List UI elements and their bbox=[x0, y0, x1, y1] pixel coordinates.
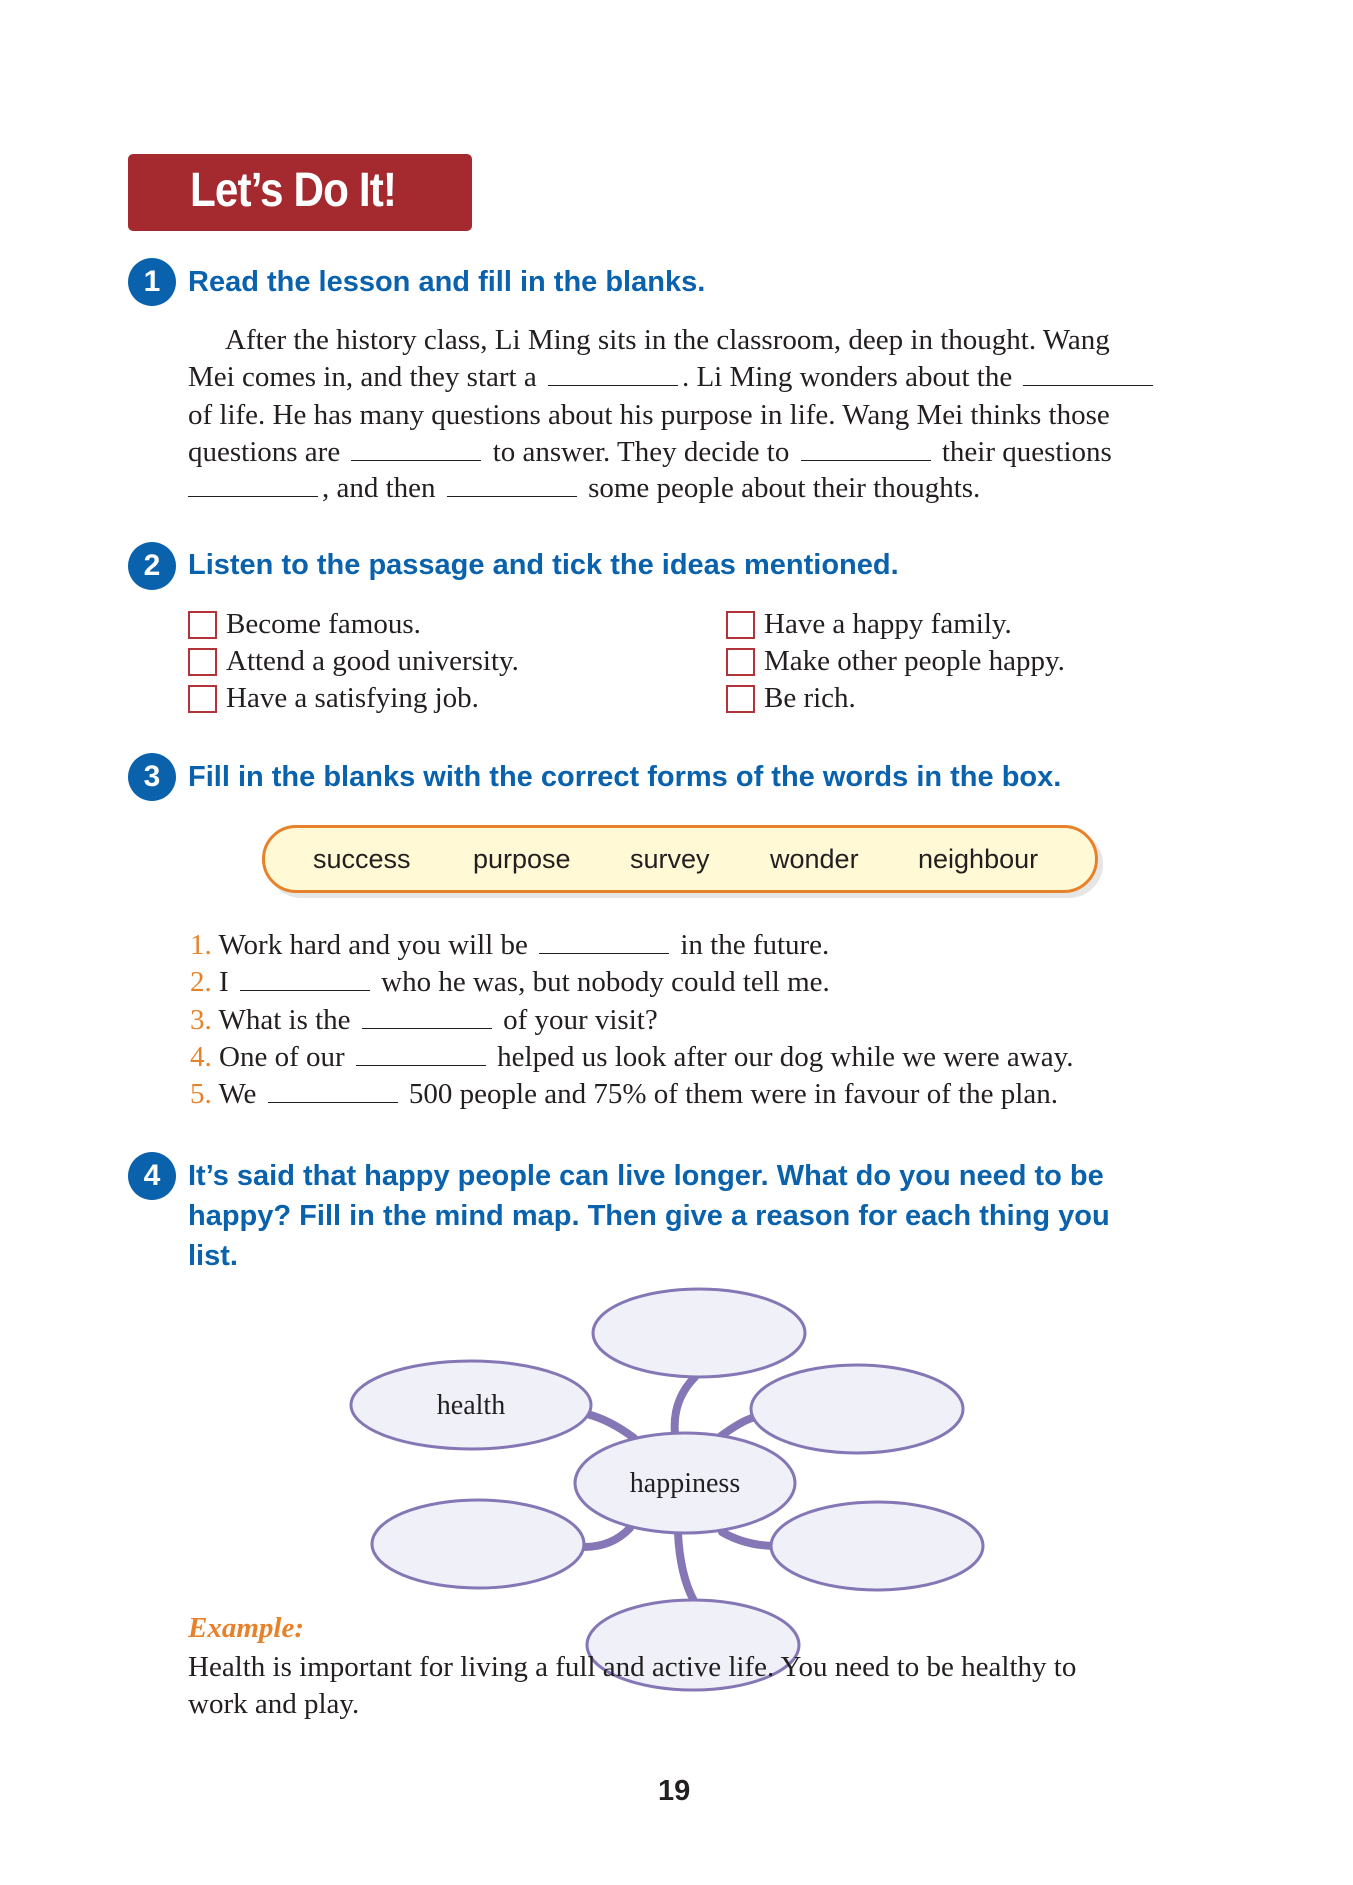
passage-text: . Li Ming wonders about the bbox=[681, 361, 1013, 393]
mind-map-connector-top bbox=[675, 1377, 695, 1434]
section-2-number-badge: 2 bbox=[128, 542, 176, 590]
word-box bbox=[262, 825, 1098, 893]
question-item bbox=[190, 927, 829, 964]
word-box-item: survey bbox=[630, 844, 710, 874]
question-text: I bbox=[219, 966, 229, 998]
mind-map-node-lower-left[interactable] bbox=[372, 1500, 584, 1588]
passage-text: , and then bbox=[322, 472, 436, 504]
blank-field[interactable] bbox=[362, 1004, 492, 1029]
blank-field[interactable] bbox=[268, 1078, 398, 1103]
question-text: of your visit? bbox=[503, 1004, 658, 1036]
passage-text: their questions bbox=[941, 436, 1112, 468]
section-1-heading: Read the lesson and fill in the blanks. bbox=[188, 266, 706, 298]
mind-map-connector-lower-right bbox=[722, 1532, 773, 1546]
blank-field[interactable] bbox=[801, 436, 931, 461]
mind-map-connector-upper-left bbox=[587, 1414, 634, 1438]
blank-field[interactable] bbox=[1023, 361, 1153, 386]
question-text: in the future. bbox=[680, 929, 830, 961]
checkbox-label: Become famous. bbox=[226, 608, 421, 640]
mind-map-node-upper-right[interactable] bbox=[751, 1365, 963, 1453]
example-text-line-1: Health is important for living a full and active life. You need to be healthy to bbox=[188, 1651, 1077, 1683]
blank-field[interactable] bbox=[188, 472, 318, 497]
question-text: Work hard and you will be bbox=[218, 929, 528, 961]
passage-text: Mei comes in, and they start a bbox=[188, 361, 537, 393]
passage-text: to answer. They decide to bbox=[492, 436, 790, 468]
checkbox-option[interactable] bbox=[188, 680, 479, 717]
question-number: 4. bbox=[190, 1041, 212, 1073]
passage-line-5 bbox=[188, 470, 980, 507]
checkbox[interactable] bbox=[188, 685, 217, 713]
section-3-number-badge: 3 bbox=[128, 753, 176, 801]
blank-field[interactable] bbox=[356, 1041, 486, 1066]
word-box-item: success bbox=[313, 844, 411, 874]
section-4-heading-line-3: list. bbox=[188, 1240, 238, 1272]
blank-field[interactable] bbox=[447, 472, 577, 497]
section-3-heading: Fill in the blanks with the correct forms of the words in the box. bbox=[188, 761, 1062, 793]
question-text: 500 people and 75% of them were in favour of the plan. bbox=[408, 1078, 1058, 1110]
question-text: helped us look after our dog while we were away. bbox=[497, 1041, 1074, 1073]
passage-text: questions are bbox=[188, 436, 341, 468]
question-number: 3. bbox=[190, 1004, 212, 1036]
section-1-number-badge: 1 bbox=[128, 258, 176, 306]
banner-title: Let’s Do It! bbox=[190, 164, 397, 217]
section-4-number-badge: 4 bbox=[128, 1152, 176, 1200]
mind-map-connector-bottom bbox=[678, 1533, 694, 1601]
question-text: who he was, but nobody could tell me. bbox=[381, 966, 830, 998]
page-number: 19 bbox=[658, 1775, 691, 1807]
passage-text: some people about their thoughts. bbox=[588, 472, 981, 504]
checkbox[interactable] bbox=[726, 648, 755, 676]
blank-field[interactable] bbox=[240, 966, 370, 991]
checkbox-option[interactable] bbox=[726, 606, 1012, 643]
mind-map-node-upper-left[interactable] bbox=[351, 1361, 591, 1449]
question-text: We bbox=[218, 1078, 257, 1110]
mind-map-node-lower-right[interactable] bbox=[771, 1502, 983, 1590]
mind-map-center-node[interactable] bbox=[575, 1433, 795, 1533]
question-item bbox=[190, 1039, 1073, 1076]
mind-map-node-label: health bbox=[436, 1390, 506, 1421]
blank-field[interactable] bbox=[548, 361, 678, 386]
question-text: What is the bbox=[218, 1004, 351, 1036]
section-2-heading: Listen to the passage and tick the ideas mentioned. bbox=[188, 549, 899, 581]
blank-field[interactable] bbox=[539, 929, 669, 954]
passage-text: of life. He has many questions about his purpose in life. Wang Mei thinks those bbox=[188, 399, 1110, 431]
question-number: 2. bbox=[190, 966, 212, 998]
question-text: One of our bbox=[219, 1041, 345, 1073]
question-number: 5. bbox=[190, 1078, 212, 1110]
passage-line-1 bbox=[225, 322, 1110, 359]
word-box-item: neighbour bbox=[918, 844, 1039, 874]
checkbox-option[interactable] bbox=[726, 680, 856, 717]
checkbox[interactable] bbox=[188, 611, 217, 639]
checkbox-label: Be rich. bbox=[764, 682, 856, 714]
section-4-heading-line-1: It’s said that happy people can live longer. What do you need to be bbox=[188, 1160, 1104, 1192]
word-box-item: purpose bbox=[473, 844, 571, 874]
checkbox-option[interactable] bbox=[188, 606, 421, 643]
checkbox-label: Make other people happy. bbox=[764, 645, 1065, 677]
section-4-heading-line-2: happy? Fill in the mind map. Then give a reason for each thing you bbox=[188, 1200, 1110, 1232]
passage-text: After the history class, Li Ming sits in the classroom, deep in thought. Wang bbox=[225, 324, 1110, 356]
passage-line-4 bbox=[188, 434, 1112, 471]
checkbox-label: Have a satisfying job. bbox=[226, 682, 479, 714]
mind-map-nodes bbox=[351, 1289, 983, 1690]
example-label: Example: bbox=[188, 1612, 304, 1644]
checkbox-label: Have a happy family. bbox=[764, 608, 1012, 640]
mind-map-center-label: happiness bbox=[629, 1468, 741, 1499]
checkbox-option[interactable] bbox=[188, 643, 519, 680]
mind-map-node-top[interactable] bbox=[593, 1289, 805, 1377]
question-item bbox=[190, 964, 830, 1001]
passage-line-2 bbox=[188, 359, 1157, 396]
mind-map-connector-upper-right bbox=[721, 1418, 752, 1436]
question-number: 1. bbox=[190, 929, 212, 961]
mind-map-connector-lower-left bbox=[584, 1528, 630, 1547]
checkbox[interactable] bbox=[726, 685, 755, 713]
example-text-line-2: work and play. bbox=[188, 1688, 360, 1720]
question-item bbox=[190, 1076, 1058, 1113]
question-item bbox=[190, 1002, 658, 1039]
word-box-item: wonder bbox=[770, 844, 859, 874]
checkbox-label: Attend a good university. bbox=[226, 645, 519, 677]
blank-field[interactable] bbox=[351, 436, 481, 461]
checkbox[interactable] bbox=[188, 648, 217, 676]
checkbox-option[interactable] bbox=[726, 643, 1065, 680]
passage-line-3 bbox=[188, 397, 1110, 434]
lets-do-it-banner bbox=[128, 154, 472, 231]
checkbox[interactable] bbox=[726, 611, 755, 639]
